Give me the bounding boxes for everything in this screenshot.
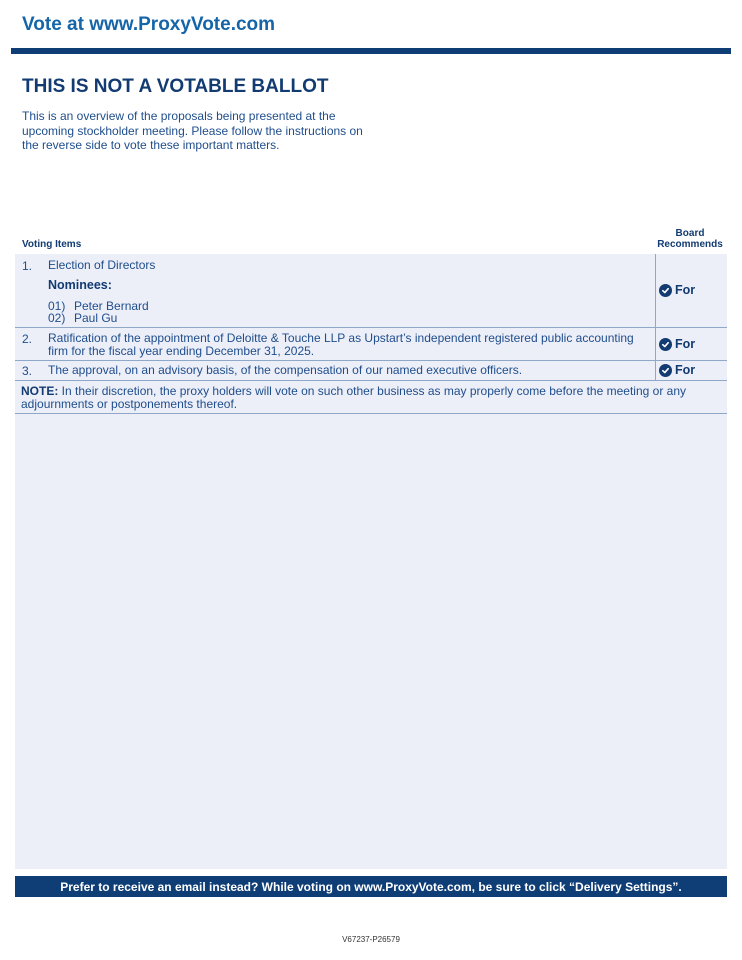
board-recommends-line2: Recommends bbox=[657, 239, 723, 250]
document-code: V67237-P26579 bbox=[342, 935, 400, 944]
voting-item-1 bbox=[15, 254, 727, 328]
ballot-note bbox=[15, 381, 727, 414]
voting-item-2 bbox=[15, 328, 727, 361]
row-divider bbox=[655, 361, 656, 380]
check-circle-icon bbox=[659, 338, 672, 351]
check-circle-icon bbox=[659, 284, 672, 297]
item-number: 3. bbox=[22, 364, 33, 378]
ballot-intro: This is an overview of the proposals being presented at the upcoming stockholder meeting. Please follow the instructions on the reverse side to vote these important matters. bbox=[22, 109, 363, 152]
voting-items-header: Voting Items bbox=[22, 239, 82, 250]
note-body: In their discretion, the proxy holders will vote on such other business as may properly come before the meeting or any adjournments or postponements thereof. bbox=[21, 384, 686, 411]
board-recommendation bbox=[657, 363, 727, 377]
board-recommendation bbox=[657, 283, 727, 297]
row-divider bbox=[655, 328, 656, 360]
footer-banner bbox=[15, 876, 727, 897]
note-label: NOTE: bbox=[21, 384, 59, 398]
recommendation-label: For bbox=[675, 283, 696, 297]
row-divider bbox=[655, 254, 656, 327]
item-number: 2. bbox=[22, 332, 33, 346]
header-title[interactable]: Vote at www.ProxyVote.com bbox=[22, 14, 276, 35]
nominee-number: 02) bbox=[48, 311, 66, 325]
nominee-name: Paul Gu bbox=[74, 311, 118, 325]
header-rule bbox=[11, 48, 731, 54]
nominee-number: 01) bbox=[48, 299, 66, 313]
note-text bbox=[21, 385, 721, 410]
footer-message: Prefer to receive an email instead? While voting on www.ProxyVote.com, be sure to click “Delivery Settings”. bbox=[60, 879, 682, 894]
check-circle-icon bbox=[659, 364, 672, 377]
recommendation-label: For bbox=[675, 363, 696, 377]
board-recommends-header bbox=[652, 228, 728, 250]
item-text: Ratification of the appointment of Deloitte & Touche LLP as Upstart’s independent registered public accounting firm for the fiscal year ending December 31, 2025. bbox=[48, 331, 634, 358]
ballot-heading: THIS IS NOT A VOTABLE BALLOT bbox=[22, 76, 329, 97]
recommendation-label: For bbox=[675, 337, 696, 351]
nominee-name: Peter Bernard bbox=[74, 299, 149, 313]
item-text: The approval, on an advisory basis, of the compensation of our named executive officers. bbox=[48, 363, 523, 377]
nominee-item bbox=[48, 311, 117, 325]
voting-item-3 bbox=[15, 361, 727, 381]
board-recommendation bbox=[657, 337, 727, 351]
nominees-label: Nominees: bbox=[48, 278, 112, 292]
item-text: Election of Directors bbox=[48, 258, 156, 272]
item-number: 1. bbox=[22, 259, 33, 273]
board-recommends-line1: Board bbox=[675, 228, 705, 239]
